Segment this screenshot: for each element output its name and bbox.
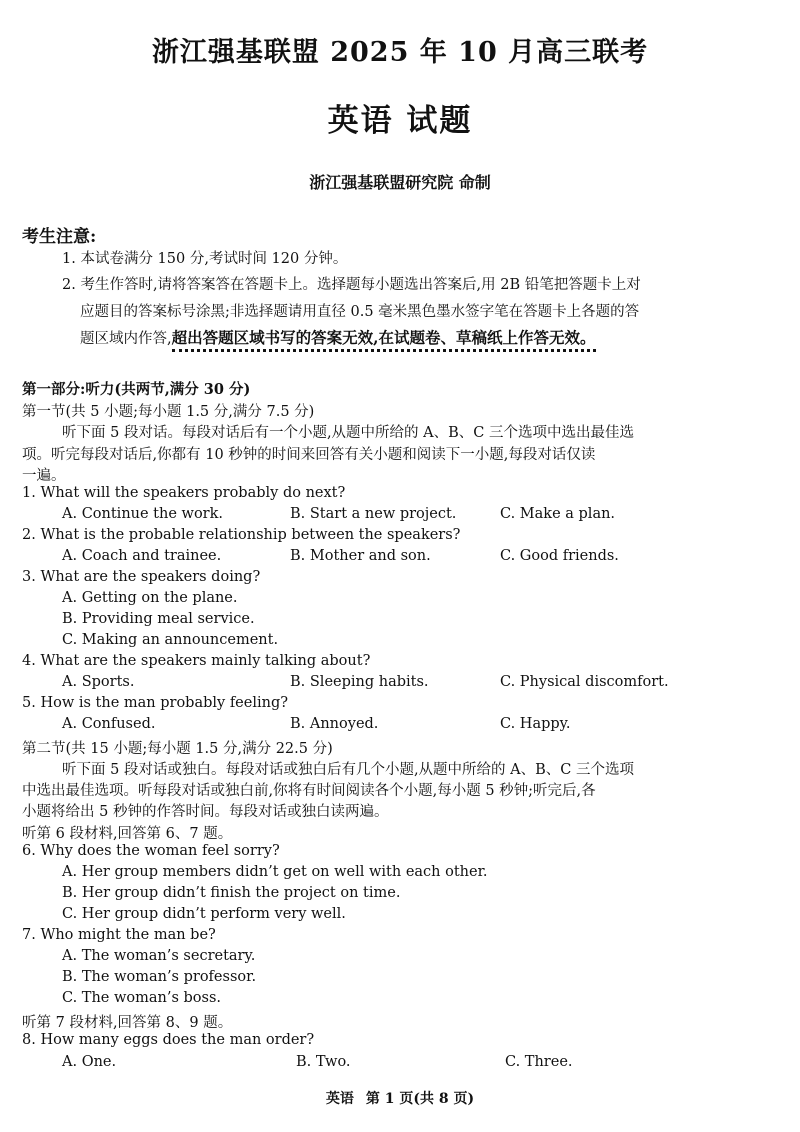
question-2-option-c: C. Good friends. (500, 548, 619, 564)
question-6-option-a: A. Her group members didn’t get on well with each other. (62, 864, 488, 880)
exam-title: 浙江强基联盟 2025 年 10 月高三联考 (151, 37, 649, 68)
question-5-stem: 5. How is the man probably feeling? (22, 695, 289, 711)
question-5-option-c: C. Happy. (500, 716, 571, 732)
section1-instruction-line-2: 项。听完每段对话后,你都有 10 秒钟的时间来回答有关小题和阅读下一小题,每段对话仅读 (22, 447, 596, 463)
question-4-option-c: C. Physical discomfort. (500, 674, 669, 690)
notice-item-2-line-3 (80, 326, 596, 348)
question-3-option-a: A. Getting on the plane. (62, 590, 238, 606)
section2-heading: 第二节(共 15 小题;每小题 1.5 分,满分 22.5 分) (22, 741, 333, 757)
question-2-option-b: B. Mother and son. (290, 548, 431, 564)
material-7-instruction: 听第 7 段材料,回答第 8、9 题。 (22, 1015, 233, 1031)
footer-page-number: 第 1 页(共 8 页) (365, 1091, 475, 1107)
question-4-stem: 4. What are the speakers mainly talking about? (22, 653, 371, 669)
question-1-stem: 1. What will the speakers probably do next? (22, 485, 346, 501)
page-footer (0, 1088, 800, 1108)
section1-instruction-line-1: 听下面 5 段对话。每段对话后有一个小题,从题中所给的 A、B、C 三个选项中选出最佳选 (62, 425, 634, 441)
question-4-option-a: A. Sports. (62, 674, 135, 690)
question-2-stem: 2. What is the probable relationship between the speakers? (22, 527, 461, 543)
question-5-option-b: B. Annoyed. (290, 716, 379, 732)
notice-item-2-line-1: 2. 考生作答时,请将答案答在答题卡上。选择题每小题选出答案后,用 2B 铅笔把答题卡上对 (62, 277, 641, 293)
notice-heading: 考生注意: (22, 227, 97, 247)
part1-heading: 第一部分:听力(共两节,满分 30 分) (22, 381, 251, 398)
question-6-stem: 6. Why does the woman feel sorry? (22, 843, 280, 859)
question-1-option-a: A. Continue the work. (62, 506, 224, 522)
material-6-instruction: 听第 6 段材料,回答第 6、7 题。 (22, 826, 233, 842)
question-8-stem: 8. How many eggs does the man order? (22, 1032, 315, 1048)
footer-subject: 英语 (325, 1091, 354, 1107)
question-8-option-b: B. Two. (296, 1054, 351, 1070)
section2-instruction-line-3: 小题将给出 5 秒钟的作答时间。每段对话或独白读两遍。 (22, 804, 389, 820)
question-3-option-c: C. Making an announcement. (62, 632, 279, 648)
question-4-option-b: B. Sleeping habits. (290, 674, 429, 690)
question-2-option-a: A. Coach and trainee. (62, 548, 222, 564)
question-7-option-c: C. The woman’s boss. (62, 990, 222, 1006)
question-8-option-a: A. One. (62, 1054, 117, 1070)
question-1-option-b: B. Start a new project. (290, 506, 457, 522)
notice-warning-emphasis: 超出答题区域书写的答案无效,在试题卷、草稿纸上作答无效。 (172, 328, 596, 352)
question-7-option-a: A. The woman’s secretary. (62, 948, 256, 964)
question-3-stem: 3. What are the speakers doing? (22, 569, 261, 585)
notice-item-2-line-3-plain: 题区域内作答, (80, 331, 172, 347)
question-6-option-c: C. Her group didn’t perform very well. (62, 906, 346, 922)
notice-item-1: 1. 本试卷满分 150 分,考试时间 120 分钟。 (62, 251, 348, 267)
issuer-line: 浙江强基联盟研究院 命制 (309, 173, 491, 192)
question-7-option-b: B. The woman’s professor. (62, 969, 257, 985)
question-5-option-a: A. Confused. (62, 716, 156, 732)
question-7-stem: 7. Who might the man be? (22, 927, 216, 943)
section2-instruction-line-2: 中选出最佳选项。听每段对话或独白前,你将有时间阅读各个小题,每小题 5 秒钟;听完后,各 (22, 783, 596, 799)
subject-title: 英语 试题 (327, 103, 473, 139)
notice-item-2-line-2: 应题目的答案标号涂黑;非选择题请用直径 0.5 毫米黑色墨水签字笔在答题卡上各题的答 (80, 304, 640, 320)
question-3-option-b: B. Providing meal service. (62, 611, 255, 627)
question-8-option-c: C. Three. (505, 1054, 573, 1070)
section1-heading: 第一节(共 5 小题;每小题 1.5 分,满分 7.5 分) (22, 404, 315, 420)
question-1-option-c: C. Make a plan. (500, 506, 616, 522)
section1-instruction-line-3: 一遍。 (22, 468, 66, 484)
section2-instruction-line-1: 听下面 5 段对话或独白。每段对话或独白后有几个小题,从题中所给的 A、B、C 三个选项 (62, 762, 634, 778)
question-6-option-b: B. Her group didn’t finish the project on time. (62, 885, 401, 901)
